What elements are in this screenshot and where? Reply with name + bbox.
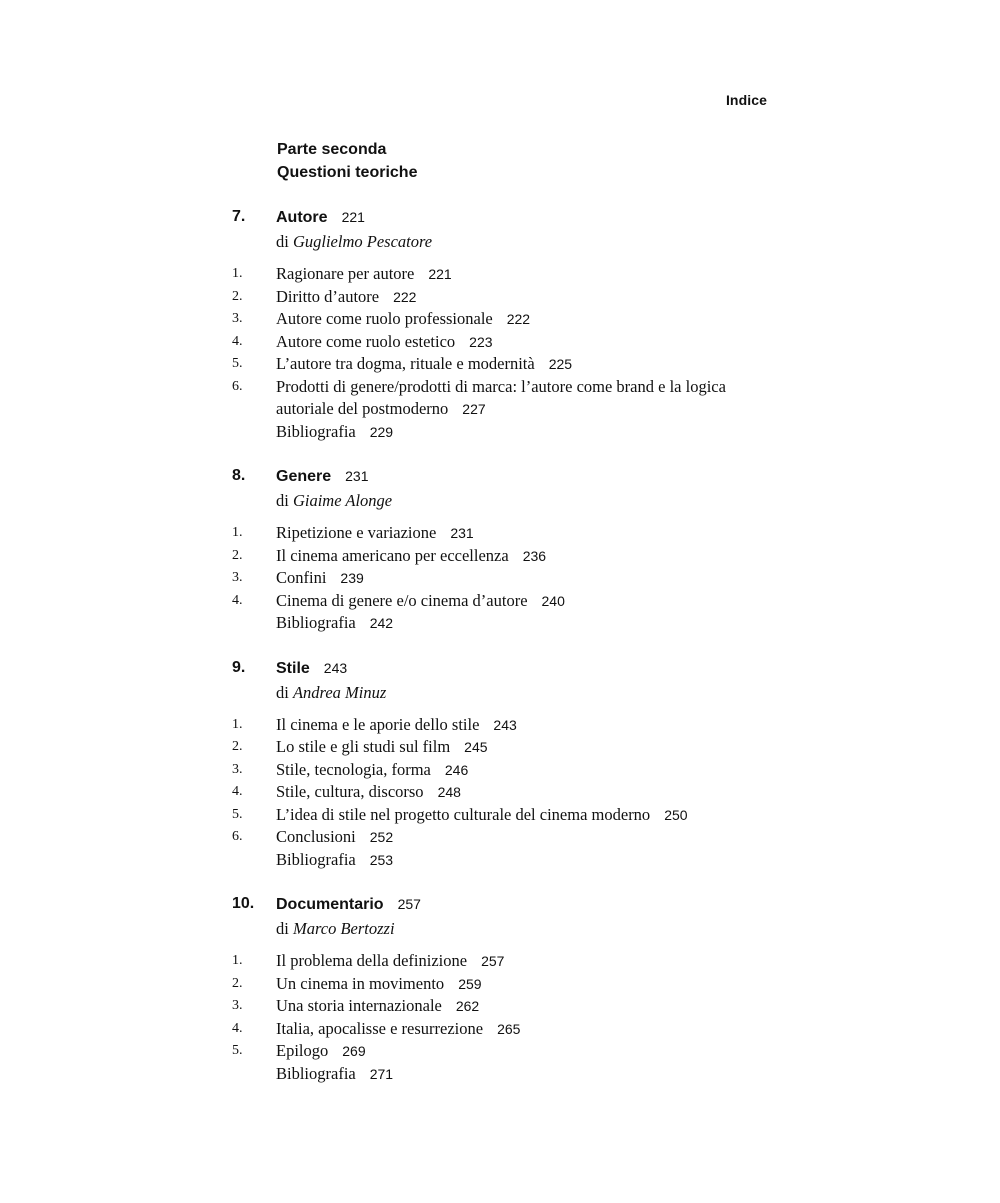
section-page-number: 259 [458, 975, 482, 992]
chapter-author-line [232, 489, 792, 513]
section-page-number: 223 [469, 333, 493, 350]
section-title: Bibliografia [276, 1063, 356, 1083]
chapter-author: Guglielmo Pescatore [292, 232, 433, 251]
section-entry[interactable] [232, 376, 792, 421]
section-page-number: 231 [450, 525, 474, 541]
section-list [232, 950, 792, 1085]
chapter-heading[interactable] [232, 656, 792, 681]
section-title: Ripetizione e variazione [276, 523, 437, 542]
chapter-page-number: 243 [323, 659, 348, 676]
section-page-number: 227 [462, 401, 486, 417]
section-list [232, 714, 792, 872]
section-title: Il problema della definizione [276, 951, 468, 970]
section-entry[interactable] [232, 331, 792, 354]
table-of-contents [232, 205, 792, 1106]
chapter-number: 10. [232, 895, 255, 912]
section-number: 1. [232, 525, 243, 540]
chapter-author-line [232, 917, 792, 941]
section-entry[interactable] [232, 736, 792, 759]
section-number: 5. [232, 1043, 243, 1058]
section-entry[interactable] [232, 421, 792, 444]
section-entry[interactable] [232, 567, 792, 590]
chapter-heading[interactable] [232, 892, 792, 917]
chapter-number: 7. [232, 208, 246, 225]
section-number [232, 849, 276, 872]
section-entry[interactable] [232, 308, 792, 331]
section-page-number: 225 [548, 356, 573, 372]
section-number: 2. [232, 547, 243, 563]
section-title: Italia, apocalisse e resurrezione [276, 1018, 484, 1038]
section-title: Autore come ruolo estetico [276, 331, 456, 351]
section-entry[interactable] [232, 522, 792, 545]
section-entry[interactable] [232, 950, 792, 973]
section-entry[interactable] [232, 714, 792, 737]
section-entry[interactable] [232, 826, 792, 849]
section-title: L’idea di stile nel progetto culturale del cinema moderno [276, 804, 651, 824]
chapter-entry [232, 464, 792, 635]
section-entry[interactable] [232, 612, 792, 635]
chapter-entry [232, 205, 792, 443]
section-title: L’autore tra dogma, rituale e modernità [276, 354, 535, 373]
part-title: Questioni teoriche [277, 164, 418, 181]
chapter-title: Stile [276, 659, 310, 677]
section-page-number: 252 [369, 829, 394, 845]
section-title: Bibliografia [276, 421, 356, 441]
chapter-author: Andrea Minuz [292, 682, 387, 702]
chapter-author: Giaime Alonge [292, 491, 393, 510]
section-number: 1. [232, 716, 243, 732]
part-label: Parte seconda [277, 141, 387, 158]
section-number: 3. [232, 998, 243, 1013]
section-page-number: 257 [481, 953, 505, 969]
section-number: 4. [232, 333, 243, 349]
section-list [232, 263, 792, 443]
section-number: 3. [232, 311, 243, 326]
chapter-author-line [232, 230, 792, 254]
chapter-page-number: 231 [345, 468, 369, 484]
chapter-author: Marco Bertozzi [292, 919, 395, 938]
running-head: Indice [725, 92, 767, 108]
section-page-number: 262 [455, 998, 480, 1014]
section-page-number: 271 [369, 1065, 394, 1082]
section-number: 2. [232, 739, 243, 754]
section-number: 3. [232, 570, 243, 585]
section-entry[interactable] [232, 286, 792, 309]
section-number: 4. [232, 784, 243, 799]
section-title: Lo stile e gli studi sul film [276, 737, 451, 756]
section-title: Stile, tecnologia, forma [276, 759, 431, 779]
section-page-number: 248 [437, 784, 461, 800]
section-entry[interactable] [232, 1040, 792, 1063]
author-prefix: di [276, 682, 289, 702]
part-heading [277, 138, 417, 184]
chapter-page-number: 221 [341, 209, 365, 225]
section-number: 1. [232, 953, 243, 968]
chapter-number: 9. [232, 658, 246, 676]
section-title: Prodotti di genere/prodotti di marca: l’autore come brand e la logica autoriale del postmoderno [276, 376, 726, 418]
author-prefix: di [276, 232, 289, 251]
section-page-number: 229 [369, 423, 394, 440]
section-page-number: 245 [464, 739, 488, 755]
section-title: Un cinema in movimento [276, 973, 445, 993]
section-title: Stile, cultura, discorso [276, 782, 424, 801]
section-entry[interactable] [232, 590, 792, 613]
section-page-number: 253 [369, 851, 394, 868]
section-title: Confini [276, 568, 327, 587]
section-page-number: 242 [369, 615, 394, 631]
chapter-entry [232, 892, 792, 1085]
section-entry[interactable] [232, 995, 792, 1018]
section-number: 5. [232, 806, 243, 822]
section-number: 4. [232, 592, 243, 608]
section-entry[interactable] [232, 973, 792, 996]
section-title: Il cinema e le aporie dello stile [276, 714, 480, 734]
section-number: 2. [232, 975, 243, 991]
section-title: Il cinema americano per eccellenza [276, 545, 509, 565]
section-page-number: 246 [444, 761, 469, 778]
section-title: Diritto d’autore [276, 286, 380, 306]
section-number: 2. [232, 288, 243, 304]
section-title: Una storia internazionale [276, 996, 442, 1015]
section-entry[interactable] [232, 1018, 792, 1041]
section-entry[interactable] [232, 804, 792, 827]
section-number: 3. [232, 761, 243, 777]
section-title: Conclusioni [276, 827, 356, 846]
section-page-number: 222 [393, 288, 417, 305]
section-number: 6. [232, 829, 243, 844]
chapter-entry [232, 656, 792, 872]
section-entry[interactable] [232, 1063, 792, 1086]
section-number: 6. [232, 378, 243, 394]
section-title: Epilogo [276, 1041, 329, 1060]
chapter-title: Documentario [276, 896, 384, 913]
section-list [232, 522, 792, 635]
section-title: Cinema di genere e/o cinema d’autore [276, 590, 528, 610]
chapter-heading[interactable] [232, 464, 792, 489]
section-page-number: 240 [541, 592, 565, 609]
section-entry[interactable] [232, 353, 792, 376]
section-page-number: 250 [664, 806, 688, 823]
section-number [232, 1063, 276, 1086]
section-title: Ragionare per autore [276, 264, 415, 283]
section-page-number: 222 [506, 311, 531, 327]
section-page-number: 265 [497, 1020, 521, 1037]
author-prefix: di [276, 919, 289, 938]
chapter-number: 8. [232, 467, 246, 484]
section-entry[interactable] [232, 781, 792, 804]
section-number: 5. [232, 356, 243, 371]
chapter-title: Autore [276, 209, 328, 226]
chapter-heading[interactable] [232, 205, 792, 230]
section-page-number: 239 [340, 570, 364, 586]
section-entry[interactable] [232, 849, 792, 872]
author-prefix: di [276, 491, 289, 510]
section-entry[interactable] [232, 759, 792, 782]
section-entry[interactable] [232, 263, 792, 286]
section-number [232, 612, 276, 635]
chapter-page-number: 257 [397, 896, 421, 912]
section-page-number: 243 [493, 716, 517, 733]
section-page-number: 221 [428, 266, 452, 282]
section-page-number: 269 [342, 1043, 366, 1059]
section-number [232, 421, 276, 444]
section-number: 1. [232, 266, 243, 281]
section-entry[interactable] [232, 545, 792, 568]
section-page-number: 236 [522, 547, 547, 564]
section-title: Autore come ruolo professionale [276, 309, 493, 328]
chapter-author-line [232, 681, 792, 705]
section-number: 4. [232, 1020, 243, 1036]
section-title: Bibliografia [276, 613, 356, 632]
chapter-title: Genere [276, 468, 332, 485]
section-title: Bibliografia [276, 849, 356, 869]
